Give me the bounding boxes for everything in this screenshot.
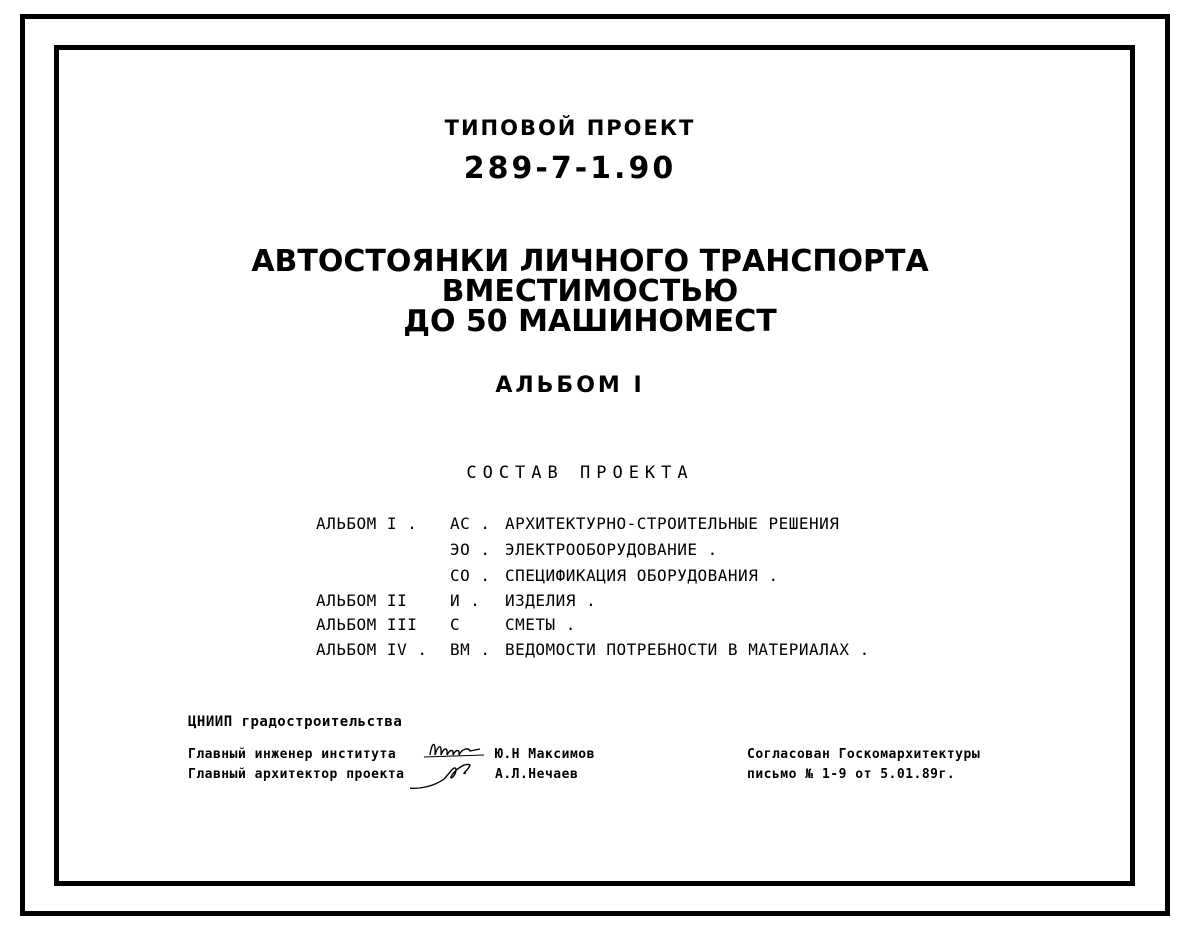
row-code: ВМ . [450,640,491,659]
title-line-1: АВТОСТОЯНКИ ЛИЧНОГО ТРАНСПОРТА [251,244,929,279]
row-name: ЭЛЕКТРООБОРУДОВАНИЕ . [505,540,718,559]
row-code: И . [450,591,481,610]
row-album: АЛЬБОМ I . [316,514,418,533]
signatures [410,735,498,797]
title-line-2: ВМЕСТИМОСТЬЮ [441,274,739,309]
organization: ЦНИИП градостроительства [188,714,403,730]
row-album: АЛЬБОМ II [316,591,408,610]
role-chief-architect: Главный архитектор проекта [188,767,405,782]
composition-heading: СОСТАВ ПРОЕКТА [466,463,694,483]
row-name: АРХИТЕКТУРНО-СТРОИТЕЛЬНЫЕ РЕШЕНИЯ [505,514,840,533]
album-label: АЛЬБОМ I [495,373,645,398]
row-name: ИЗДЕЛИЯ . [505,591,597,610]
row-code: С [450,615,461,634]
row-code: ЭО . [450,540,491,559]
row-code: СО . [450,566,491,585]
name-chief-engineer: Ю.Н Максимов [495,747,595,762]
row-name: СМЕТЫ . [505,615,576,634]
project-number: 289-7-1.90 [463,151,677,186]
row-code: АС . [450,514,491,533]
approval-line-2: письмо № 1-9 от 5.01.89г. [747,767,956,782]
row-album: АЛЬБОМ IV . [316,640,428,659]
title-line-3: ДО 50 МАШИНОМЕСТ [403,304,777,339]
approval-line-1: Согласован Госкомархитектуры [747,747,981,762]
name-chief-architect: А.Л.Нечаев [495,767,579,782]
role-chief-engineer: Главный инженер института [188,747,397,762]
row-name: ВЕДОМОСТИ ПОТРЕБНОСТИ В МАТЕРИАЛАХ . [505,640,870,659]
project-series: ТИПОВОЙ ПРОЕКТ [444,116,696,140]
row-album: АЛЬБОМ III [316,615,418,634]
row-name: СПЕЦИФИКАЦИЯ ОБОРУДОВАНИЯ . [505,566,779,585]
